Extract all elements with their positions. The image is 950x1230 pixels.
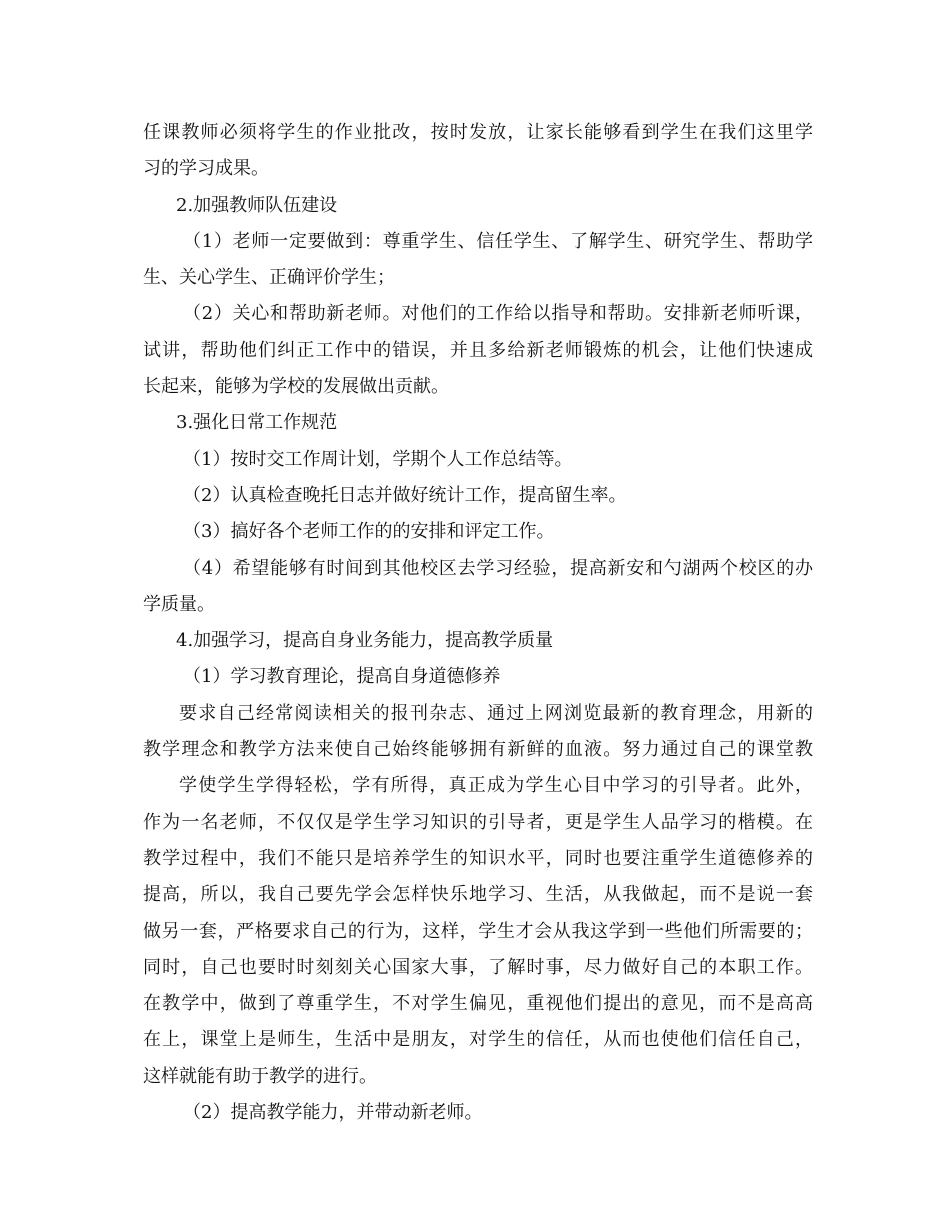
list-item-line: （3）搞好各个老师工作的的安排和评定工作。: [183, 521, 555, 543]
list-item-line: 长起来，能够为学校的发展做出贡献。: [143, 376, 449, 398]
document-body: [143, 115, 813, 1131]
list-item-line: （1）老师一定要做到：尊重学生、信任学生、了解学生、研究学生、帮助学: [183, 230, 813, 252]
paragraph-line: 教学理念和教学方法来使自己始终能够拥有新鲜的血液。努力通过自己的课堂教: [143, 739, 813, 761]
paragraph-line: 任课教师必须将学生的作业批改，按时发放，让家长能够看到学生在我们这里学: [143, 122, 813, 143]
paragraph-line: 这样就能有助于教学的进行。: [143, 1065, 377, 1087]
paragraph-line: 要求自己经常阅读相关的报刊杂志、通过上网浏览最新的教育理念，用新的: [179, 702, 813, 724]
list-item-line: （1）按时交工作周计划，学期个人工作总结等。: [183, 448, 573, 470]
sub-heading: （2）提高教学能力，并带动新老师。: [183, 1102, 483, 1124]
paragraph-line: 做另一套，严格要求自己的行为，这样，学生才会从我这学到一些他们所需要的；: [143, 920, 813, 942]
paragraph-line: 习的学习成果。: [143, 158, 269, 180]
paragraph-line: 在教学中，做到了尊重学生，不对学生偏见，重视他们提出的意见，而不是高高: [143, 993, 813, 1015]
paragraph-line: 提高，所以，我自己要先学会怎样快乐地学习、生活，从我做起，而不是说一套: [143, 884, 813, 906]
list-item-line: 试讲，帮助他们纠正工作中的错误，并且多给新老师锻炼的机会，让他们快速成: [143, 339, 813, 361]
paragraph-line: 作为一名老师，不仅仅是学生学习知识的引导者，更是学生人品学习的楷模。在: [143, 811, 813, 833]
paragraph-line: 教学过程中，我们不能只是培养学生的知识水平，同时也要注重学生道德修养的: [143, 847, 813, 869]
paragraph-line: 在上，课堂上是师生，生活中是朋友，对学生的信任，从而也使他们信任自己，: [143, 1029, 813, 1051]
sub-heading: （1）学习教育理论，提高自身道德修养: [183, 666, 501, 688]
list-item-line: （2）关心和帮助新老师。对他们的工作给以指导和帮助。安排新老师听课，: [183, 303, 813, 325]
section-heading: 2.加强教师队伍建设: [176, 194, 338, 216]
section-heading: 4.加强学习，提高自身业务能力，提高教学质量: [176, 630, 554, 652]
list-item-line: （2）认真检查晚托日志并做好统计工作，提高留生率。: [183, 484, 627, 506]
list-item-line: 学质量。: [143, 593, 215, 615]
paragraph-line: 学使学生学得轻松，学有所得，真正成为学生心目中学习的引导者。此外，: [179, 775, 813, 797]
list-item-line: （4）希望能够有时间到其他校区去学习经验，提高新安和勺湖两个校区的办: [183, 557, 813, 579]
paragraph-line: 同时，自己也要时时刻刻关心国家大事，了解时事，尽力做好自己的本职工作。: [143, 956, 813, 978]
list-item-line: 生、关心学生、正确评价学生；: [143, 267, 395, 289]
section-heading: 3.强化日常工作规范: [176, 412, 338, 434]
